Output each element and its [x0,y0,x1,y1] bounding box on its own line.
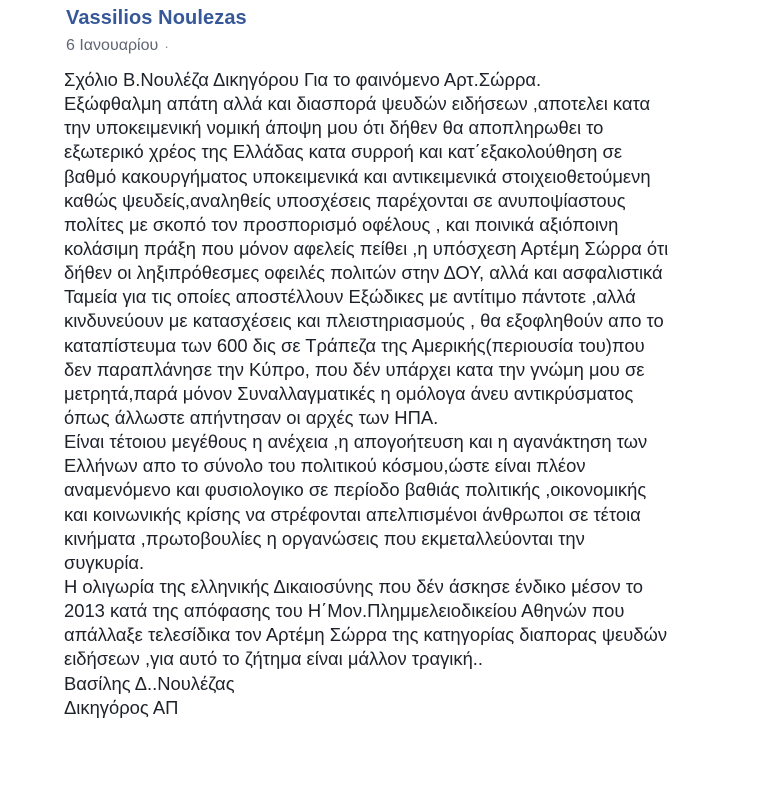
post-text-line: Η ολιγωρία της ελληνικής Δικαιοσύνης που δέν άσκησε ένδικο μέσον το [64,575,643,597]
post-text-line: απάλλαξε τελεσίδικα τον Αρτέμη Σώρρα της κατηγορίας διαπορας ψευδών [64,624,668,646]
post-text-line: βαθμό κακουργήματος υποκειμενικά και αντικειμενικά στοιχειοθετούμενη [64,165,651,187]
post-text-line: καθώς ψευδείς,αναληθείς υποσχέσεις παρέχονται σε ανυποψίαστους [64,189,626,211]
post-text-line: Εξώφθαλμη απάτη αλλά και διασπορά ψευδών ειδήσεων ,αποτελει κατα [64,93,651,115]
meta-separator: · [164,38,169,54]
post-text-line: και κοινωνικής κρίσης να στρέφονται απελπισμένοι άνθρωποι σε τέτοια [64,503,641,525]
post-text-line: Σχόλιο Β.Νουλέζα Δικηγόρου Για το φαινόμενο Αρτ.Σώρρα. [64,69,542,90]
post-date-link[interactable]: 6 Ιανουαρίου [66,37,159,54]
post-meta [66,37,169,55]
post-text-line: όπως άλλωστε απήντησαν οι αρχές των ΗΠΑ. [64,406,439,428]
post-text-line: Είναι τέτοιου μεγέθους η ανέχεια ,η απογοήτευση και η αγανάκτηση των [64,431,648,453]
post-text-line: μετρητά,παρά μόνον Συναλλαγματικές η ομόλογα άνευ αντικρύσματος [64,382,634,404]
post-text-line: κινήματα ,πρωτοβουλίες η οργανώσεις που εκμεταλλεύονται την [64,527,585,549]
post-text-line: καταπίστευμα των 600 δις σε Τράπεζα της Αμερικής(περιουσία του)που [64,334,645,356]
post-text-line: κινδυνεύουν με κατασχέσεις και πλειστηριασμούς , θα εξοφληθούν απο το [64,310,664,332]
post-text-line: αναμενόμενο και φυσιολογικο σε περίοδο βαθιάς πολιτικής ,οικονομικής [64,479,647,501]
post-text-line: Βασίλης Δ..Νουλέζας [64,672,235,694]
post-text-line: δήθεν οι ληξιπρόθεσμες οφειλές πολιτών στην ΔΟΥ, αλλά και ασφαλιστικά [64,262,663,284]
post-text-line: ειδήσεων ,για αυτό το ζήτημα είναι μάλλον τραγική.. [64,648,484,670]
post-text-line: Δικηγόρος ΑΠ [64,696,179,718]
post-text-line: δεν παραπλάνησε την Κύπρο, που δέν υπάρχει κατα την γνώμη μου σε [64,358,645,380]
post-text-line: Ταμεία για τις οποίες αποστέλλουν Εξώδικες με αντίτιμο πάντοτε ,αλλά [64,286,636,308]
post-text-line: συγκυρία. [64,551,145,573]
author-name-link[interactable]: Vassilios Noulezas [66,7,247,29]
post-text-line: εξωτερικό χρέος της Ελλάδας κατα συρροή και κατ΄εξακολούθηση σε [64,141,623,163]
post-text-line: πολίτες με σκοπό τον προσπορισμό οφέλους , και ποινικά αξιόποινη [64,213,619,235]
post-text-line: Ελλήνων απο το σύνολο του πολιτικού κόσμου,ώστε είναι πλέον [64,455,586,477]
post-text-line: κολάσιμη πράξη που μόνον αφελείς πείθει ,η υπόσχεση Αρτέμη Σώρρα ότι [64,237,669,259]
post-text-line: 2013 κατά της απόφασης του Η΄Μον.Πλημμελειοδικείου Αθηνών που [64,600,625,622]
post-body-text [64,68,764,720]
post-text-line: την υποκειμενική νομική άποψη μου ότι δήθεν θα αποπληρωθει το [64,117,604,139]
